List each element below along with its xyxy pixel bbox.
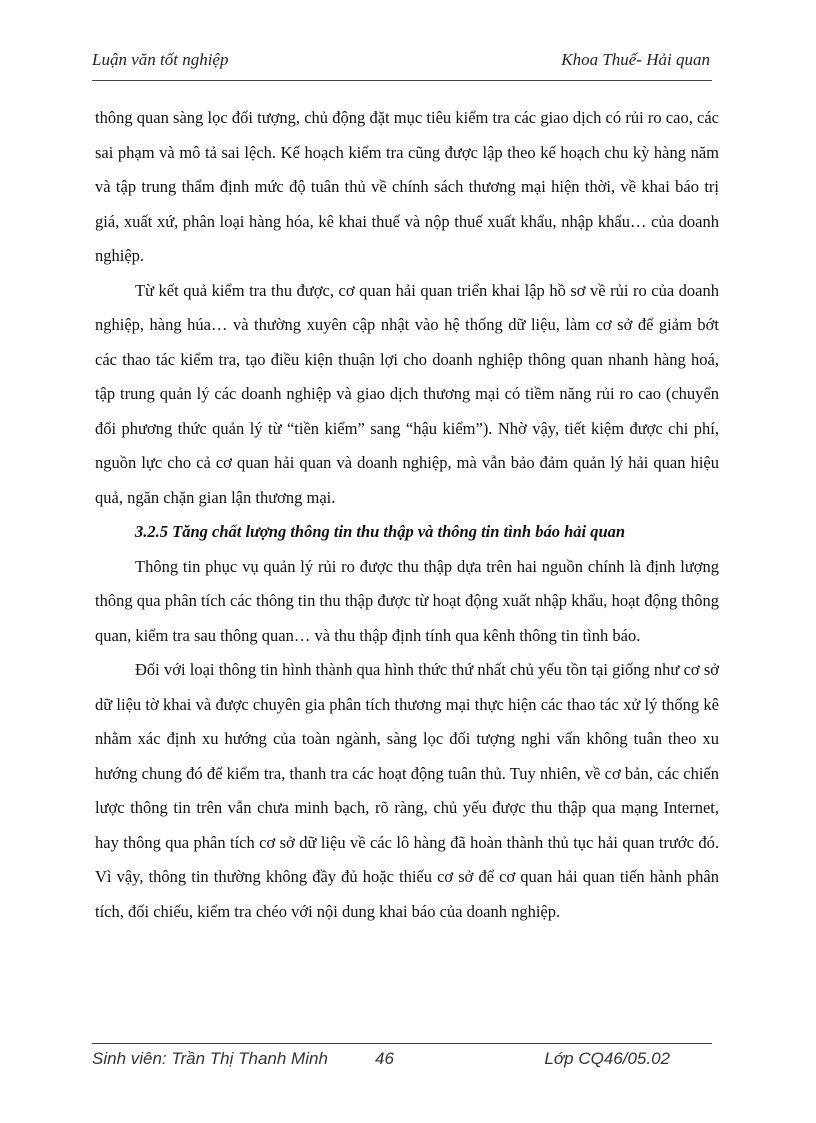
- footer-student-name: Sinh viên: Trần Thị Thanh Minh: [92, 1049, 328, 1068]
- paragraph: Đối với loại thông tin hình thành qua hình thức thứ nhất chủ yếu tồn tại giống như cơ sở dữ liệu tờ khai và được chuyên gia phân tích thương mại thực hiện các thao tác xử lý thống kê nhằm xác định xu hướng của toàn ngành, sàng lọc đối tượng nghi vấn không tuân theo xu hướng chung đó để kiểm tra, thanh tra các hoạt động tuân thủ. Tuy nhiên, về cơ bản, các chiến lược thông tin trên vẫn chưa minh bạch, rõ ràng, chủ yếu được thu thập qua mạng Internet, hay thông qua phân tích cơ sở dữ liệu về các lô hàng đã hoàn thành thủ tục hải quan trước đó. Vì vậy, thông tin thường không đầy đủ hoặc thiếu cơ sở để cơ quan hải quan tiến hành phân tích, đối chiếu, kiểm tra chéo với nội dung khai báo của doanh nghiệp.: [95, 660, 719, 921]
- footer-divider: [92, 1043, 712, 1044]
- header-faculty: Khoa Thuế- Hải quan: [561, 50, 710, 69]
- page-header: [92, 50, 710, 78]
- page-footer: [92, 1049, 712, 1075]
- paragraph: Từ kết quả kiểm tra thu được, cơ quan hải quan triển khai lập hồ sơ về rủi ro của doanh nghiệp, hàng húa… và thường xuyên cập nhật vào hệ thống dữ liệu, làm cơ sở để giảm bớt các thao tác kiểm tra, tạo điều kiện thuận lợi cho doanh nghiệp thông quan nhanh hàng hoá, tập trung quản lý các doanh nghiệp và giao dịch thương mại có tiềm năng rủi ro cao (chuyển đổi phương thức quản lý từ “tiền kiểm” sang “hậu kiểm”). Nhờ vậy, tiết kiệm được chi phí, nguồn lực cho cả cơ quan hải quan và doanh nghiệp, mà vẫn bảo đảm quản lý hải quan hiệu quả, ngăn chặn gian lận thương mại.: [95, 280, 719, 507]
- header-divider: [92, 80, 712, 81]
- page-body: [95, 101, 719, 929]
- header-thesis-title: Luận văn tốt nghiệp: [92, 50, 229, 69]
- paragraph: Thông tin phục vụ quản lý rủi ro được thu thập dựa trên hai nguồn chính là định lượng thông qua phân tích các thông tin thu thập được từ hoạt động xuất nhập khẩu, hoạt động thông quan, kiểm tra sau thông quan… và thu thập định tính qua kênh thông tin tình báo.: [95, 556, 719, 645]
- footer-class: Lớp CQ46/05.02: [544, 1049, 670, 1068]
- paragraph-continued: thông quan sàng lọc đối tượng, chủ động đặt mục tiêu kiểm tra các giao dịch có rủi ro cao, các sai phạm và mô tả sai lệch. Kế hoạch kiểm tra cũng được lập theo kế hoạch chu kỳ hàng năm và tập trung thẩm định mức độ tuân thủ về chính sách thương mại hiện thời, về khai báo trị giá, xuất xứ, phân loại hàng hóa, kê khai thuế và nộp thuế xuất khẩu, nhập khẩu… của doanh nghiệp.: [95, 108, 719, 265]
- page-number: 46: [375, 1049, 394, 1068]
- section-heading: 3.2.5 Tăng chất lượng thông tin thu thập và thông tin tình báo hải quan: [135, 522, 626, 541]
